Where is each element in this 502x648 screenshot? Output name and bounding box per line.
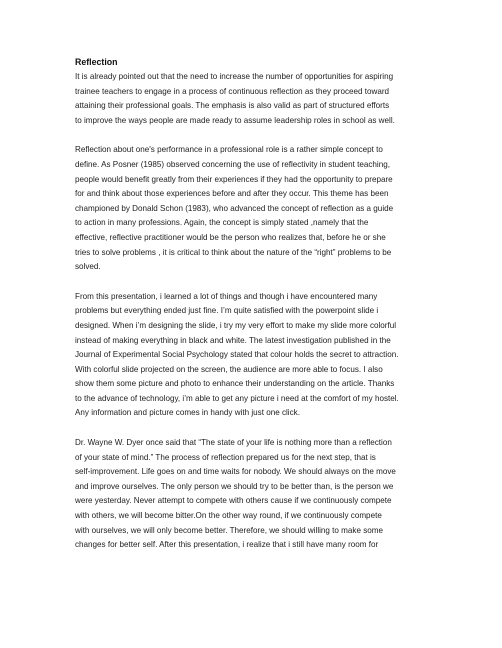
- section-heading: Reflection: [75, 57, 118, 67]
- text-line: to action in many professions. Again, the concept is simply stated ,namely that the: [75, 218, 369, 228]
- text-line: define. As Posner (1985) observed concerning the use of reflectivity in student teaching,: [75, 159, 390, 169]
- text-line: instead of making everything in black and white. The latest investigation published in the: [75, 335, 391, 345]
- text-line: and improve ourselves. The only person we should try to be better than, is the person we: [75, 481, 394, 491]
- text-line: Reflection about one's performance in a professional role is a rather simple concept to: [75, 145, 383, 155]
- text-line: of your state of mind.” The process of reflection prepared us for the next step, that is: [75, 452, 376, 462]
- text-line: with others, we will become bitter.On the other way round, if we continuously compete: [75, 511, 382, 521]
- document-body: [75, 56, 443, 553]
- text-line: designed. When i’m designing the slide, i try my very effort to make my slide more colorful: [75, 320, 397, 330]
- text-line: show them some picture and photo to enhance their understanding on the article. Thanks: [75, 379, 395, 389]
- text-line: people would benefit greatly from their experiences if they had the opportunity to prepare: [75, 174, 393, 184]
- text-line: Journal of Experimental Social Psychology stated that colour holds the secret to attraction.: [75, 350, 399, 360]
- text-line: effective, reflective practitioner would be the person who realizes that, before he or she: [75, 232, 386, 242]
- text-line: Dr. Wayne W. Dyer once said that “The state of your life is nothing more than a reflection: [75, 438, 392, 448]
- text-line: were yesterday. Never attempt to compete with others cause if we continuously compete: [75, 496, 392, 506]
- text-line: self-improvement. Life goes on and time waits for nobody. We should always on the move: [75, 467, 396, 477]
- paragraph-reflection-definition: [75, 143, 443, 274]
- paragraph-presentation: [75, 290, 443, 421]
- text-line: It is already pointed out that the need to increase the number of opportunities for aspiring: [75, 72, 394, 81]
- text-line: problems but everything ended just fine. I’m quite satisfied with the powerpoint slide i: [75, 306, 379, 316]
- text-line: With colorful slide projected on the screen, the audience are more able to focus. I also: [75, 364, 383, 374]
- paragraph-self-improvement: [75, 436, 443, 553]
- paragraph-intro: [75, 70, 443, 128]
- text-line: for and think about those experiences before and after they occur. This theme has been: [75, 189, 389, 199]
- text-line: to the advance of technology, i’m able to get any picture i need at the comfort of my hostel.: [75, 393, 399, 403]
- text-line: with ourselves, we will only become better. Therefore, we should willing to make some: [75, 525, 384, 535]
- text-line: changes for better self. After this presentation, i realize that i still have many room for: [75, 540, 379, 550]
- text-line: to improve the ways people are made ready to assume leadership roles in school as well.: [75, 115, 395, 125]
- text-line: solved.: [75, 262, 101, 272]
- text-line: tries to solve problems , it is critical to think about the nature of the “right” problems to be: [75, 247, 392, 257]
- text-line: From this presentation, i learned a lot of things and though i have encountered many: [75, 291, 378, 301]
- text-line: attaining their professional goals. The emphasis is also valid as part of structured efforts: [75, 101, 390, 111]
- text-line: championed by Donald Schon (1983), who advanced the concept of reflection as a guide: [75, 203, 394, 213]
- text-line: Any information and picture comes in handy with just one click.: [75, 408, 300, 418]
- text-line: trainee teachers to engage in a process of continuous reflection as they proceed toward: [75, 86, 390, 96]
